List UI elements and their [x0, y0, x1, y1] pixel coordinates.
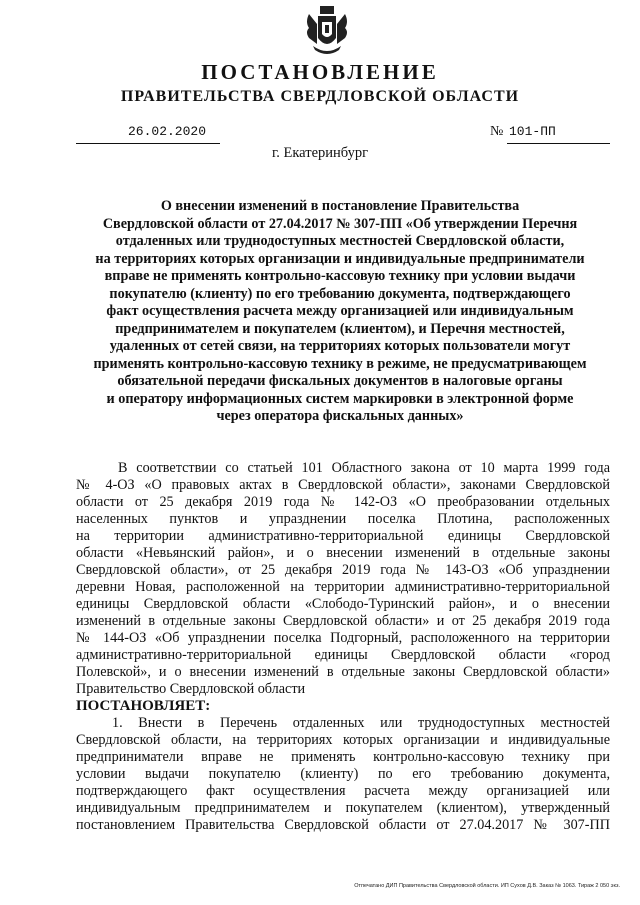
title-line: О внесении изменений в постановление Правительства	[160, 198, 520, 214]
title-line: отдаленных или труднодоступных местностей Свердловской области,	[115, 233, 565, 249]
preamble-line: на территории административно-территориальной единицы Свердловской	[76, 528, 610, 544]
document-type-heading: ПОСТАНОВЛЕНИЕ	[201, 60, 439, 84]
item-line: индивидуальным предпринимателем и покупателем (клиентом), утвержденный	[76, 800, 610, 816]
item-line: постановлением Правительства Свердловской области от 27.04.2017 № 307-ПП	[76, 817, 610, 833]
title-line: и оператору информационных систем маркировки в электронной форме	[106, 390, 574, 407]
title-line: на территориях которых организации и индивидуальные предприниматели	[95, 250, 585, 267]
title-line: через оператора фискальных данных»	[216, 408, 464, 424]
title-line: предпринимателем и покупателем (клиентом), и Перечня местностей,	[115, 320, 565, 337]
item-line: предприниматели вправе не применять контрольно-кассовую технику при	[76, 749, 610, 765]
document-body	[76, 460, 610, 834]
number-label: №	[490, 124, 504, 139]
title-line: Свердловской области от 27.04.2017 № 307-ПП «Об утверждении Перечня	[102, 215, 578, 232]
preamble-line: № 4-ОЗ «О правовых актах в Свердловской области», законами Свердловской	[76, 477, 610, 493]
document-date: 26.02.2020	[128, 124, 207, 139]
title-line: удаленных от сетей связи, на территориях которых пользователи могут	[109, 338, 571, 354]
issuing-authority-heading: ПРАВИТЕЛЬСТВА СВЕРДЛОВСКОЙ ОБЛАСТИ	[120, 88, 520, 105]
printer-footer: Отпечатано ДИП Правительства Свердловской области. ИП Сухов Д.В. Заказ № 1063. Тираж 2 050 экз.	[354, 883, 620, 889]
preamble-line: единицы Свердловской области «Слободо-Туринский район», и о внесении	[76, 596, 610, 612]
city-line: г. Екатеринбург	[271, 145, 369, 161]
title-line: факт осуществления расчета между организацией или индивидуальным	[106, 303, 574, 319]
item-line: условии выдачи покупателю (клиенту) по его требованию документа,	[76, 766, 610, 782]
preamble-line: области «Невьянский район», и о внесении изменений в отдельные законы	[76, 545, 610, 561]
title-line: применять контрольно-кассовую технику в режиме, не предусматривающем	[93, 355, 587, 372]
preamble-line: № 144-ОЗ «Об упразднении поселка Подгорный, расположенного на территории	[76, 630, 610, 646]
document-number: 101-ПП	[509, 124, 556, 139]
title-line: обязательной передачи фискальных документов в налоговые органы	[117, 373, 563, 389]
preamble-line: Полевской», и о внесении изменений в отдельные законы Свердловской области»	[76, 664, 610, 680]
preamble-line: деревни Новая, расположенной на территории административно-территориальной	[76, 579, 610, 595]
decree-heading: ПОСТАНОВЛЯЕТ:	[76, 698, 211, 714]
item-line: Свердловской области, на территориях которых организации и индивидуальные	[76, 732, 610, 748]
title-line: покупателю (клиенту) по его требованию документа, подтверждающего	[109, 285, 571, 302]
preamble-line: населенных пунктов и упразднении поселка Плотина, расположенных	[76, 511, 610, 527]
preamble-line: В соответствии со статьей 101 Областного закона от 10 марта 1999 года	[118, 460, 610, 476]
document-title	[70, 198, 610, 426]
title-line: вправе не применять контрольно-кассовую технику при условии выдачи	[104, 268, 576, 284]
preamble-line: Свердловской области», от 25 декабря 2019 года № 143-ОЗ «Об упразднении	[76, 562, 610, 578]
item-line: 1. Внести в Перечень отдаленных или труднодоступных местностей	[112, 715, 610, 731]
coat-of-arms-icon	[303, 4, 351, 56]
preamble-line: изменений в отдельные законы Свердловской области» и от 25 декабря 2019 года	[76, 613, 610, 629]
item-line: подтверждающего факт осуществления расчета между организацией или	[76, 783, 610, 799]
preamble-line: Правительство Свердловской области	[76, 681, 306, 697]
preamble-line: административно-территориальной единицы Свердловской области «город	[76, 647, 610, 663]
preamble-line: области от 25 декабря 2019 года № 142-ОЗ «О преобразовании отдельных	[76, 494, 610, 510]
